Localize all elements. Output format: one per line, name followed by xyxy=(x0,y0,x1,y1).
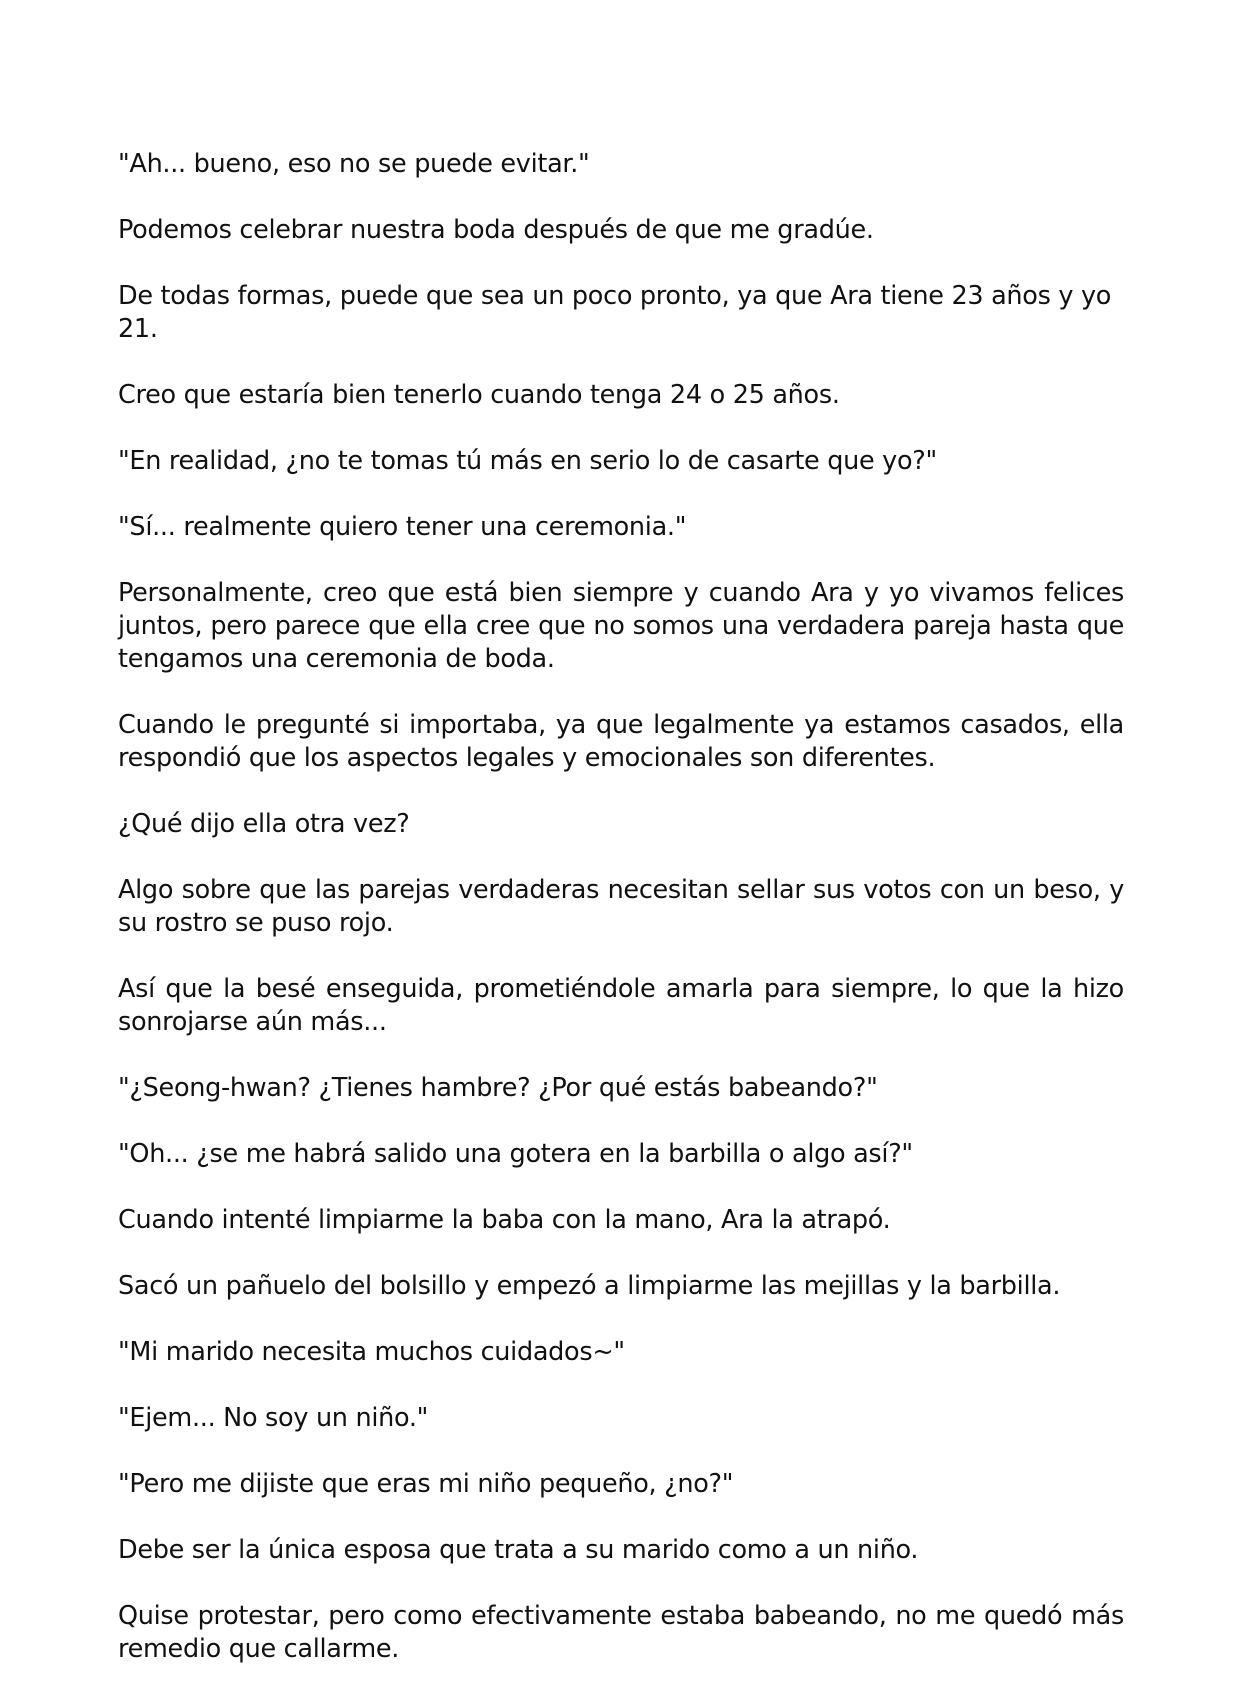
paragraph: Quise protestar, pero como efectivamente estaba babeando, no me quedó más remedio que callarme. xyxy=(118,1601,1124,1664)
paragraph: Podemos celebrar nuestra boda después de que me gradúe. xyxy=(118,215,874,245)
paragraph: Creo que estaría bien tenerlo cuando tenga 24 o 25 años. xyxy=(118,380,840,410)
paragraph: "Sí... realmente quiero tener una ceremonia." xyxy=(118,512,687,542)
paragraph: Debe ser la única esposa que trata a su marido como a un niño. xyxy=(118,1535,919,1565)
paragraph: Cuando le pregunté si importaba, ya que legalmente ya estamos casados, ella respondió que los aspectos legales y emocionales son diferentes. xyxy=(118,710,1124,773)
paragraph: Algo sobre que las parejas verdaderas necesitan sellar sus votos con un beso, y su rostro se puso rojo. xyxy=(118,875,1124,938)
paragraph: "Ah... bueno, eso no se puede evitar." xyxy=(118,149,590,179)
paragraph: Sacó un pañuelo del bolsillo y empezó a limpiarme las mejillas y la barbilla. xyxy=(118,1271,1061,1301)
paragraph: Cuando intenté limpiarme la baba con la mano, Ara la atrapó. xyxy=(118,1205,891,1235)
paragraph: Personalmente, creo que está bien siempre y cuando Ara y yo vivamos felices juntos, pero parece que ella cree que no somos una verdadera pareja hasta que tengamos una ceremonia de boda. xyxy=(118,578,1124,674)
paragraph: De todas formas, puede que sea un poco pronto, ya que Ara tiene 23 años y yo 21. xyxy=(118,281,1112,344)
paragraph: "Oh... ¿se me habrá salido una gotera en la barbilla o algo así?" xyxy=(118,1139,913,1169)
paragraph: "Ejem... No soy un niño." xyxy=(118,1403,429,1433)
paragraph: "En realidad, ¿no te tomas tú más en serio lo de casarte que yo?" xyxy=(118,446,937,476)
document-body xyxy=(118,148,1124,1699)
paragraph: "Pero me dijiste que eras mi niño pequeño, ¿no?" xyxy=(118,1469,734,1499)
paragraph: "Mi marido necesita muchos cuidados~" xyxy=(118,1337,625,1367)
paragraph: ¿Qué dijo ella otra vez? xyxy=(118,809,410,839)
paragraph: Así que la besé enseguida, prometiéndole amarla para siempre, lo que la hizo sonrojarse aún más... xyxy=(118,974,1124,1037)
paragraph: "¿Seong-hwan? ¿Tienes hambre? ¿Por qué estás babeando?" xyxy=(118,1073,878,1103)
